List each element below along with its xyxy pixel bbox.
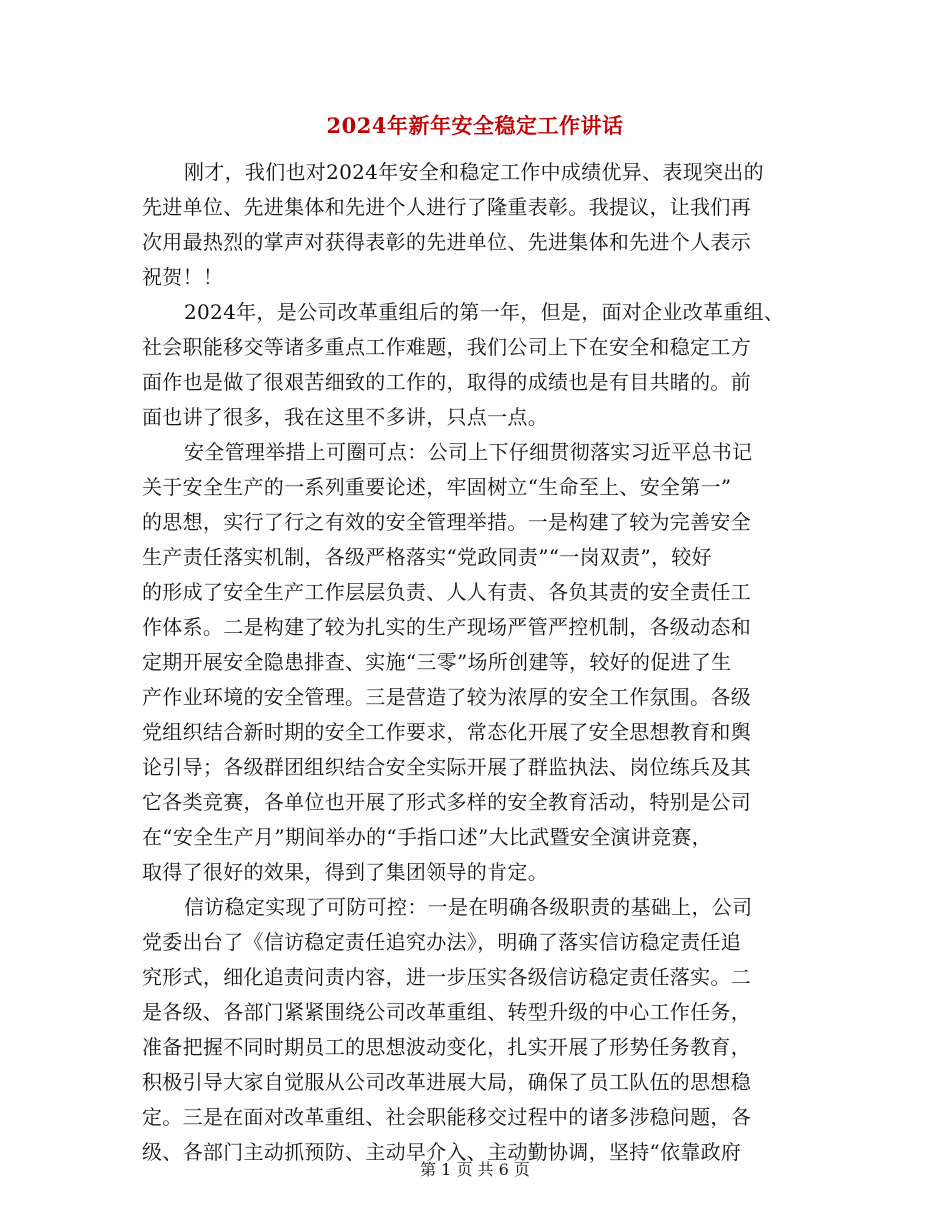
text-line: 定期开展安全隐患排查、实施“三零”场所创建等，较好的促进了生 (142, 650, 732, 674)
paragraph (142, 295, 810, 435)
text-line: 论引导；各级群团组织结合安全实际开展了群监执法、岗位练兵及其 (142, 755, 751, 779)
text-line: 刚才，我们也对2024年安全和稳定工作中成绩优异、表现突出的 (184, 160, 764, 184)
document-title: 2024年新年安全稳定工作讲话 (326, 113, 624, 138)
text-line: 面也讲了很多，我在这里不多讲，只点一点。 (142, 405, 548, 429)
text-line: 取得了很好的效果，得到了集团领导的肯定。 (142, 860, 548, 884)
paragraph (142, 155, 810, 295)
text-line: 关于安全生产的一系列重要论述，牢固树立“生命至上、安全第一” (142, 475, 732, 499)
text-line: 生产责任落实机制，各级严格落实“党政同责”“一岗双责”，较好 (142, 545, 712, 569)
text-line: 党组织结合新时期的安全工作要求，常态化开展了安全思想教育和舆 (142, 720, 751, 744)
paragraph (142, 890, 810, 1170)
text-line: 定。三是在面对改革重组、社会职能移交过程中的诸多涉稳问题，各 (142, 1105, 751, 1129)
text-line: 准备把握不同时期员工的思想波动变化，扎实开展了形势任务教育， (142, 1035, 751, 1059)
text-line: 信访稳定实现了可防可控：一是在明确各级职责的基础上，公司 (184, 895, 753, 919)
text-line: 积极引导大家自觉服从公司改革进展大局，确保了员工队伍的思想稳 (142, 1070, 751, 1094)
text-line: 的形成了安全生产工作层层负责、人人有责、各负其责的安全责任工 (142, 580, 751, 604)
text-line: 面作也是做了很艰苦细致的工作的，取得的成绩也是有目共睹的。前 (142, 370, 751, 394)
text-line: 作体系。二是构建了较为扎实的生产现场严管严控机制，各级动态和 (142, 615, 751, 639)
text-line: 2024年，是公司改革重组后的第一年，但是，面对企业改革重组、 (184, 300, 785, 324)
text-line: 级、各部门主动抓预防、主动早介入、主动勤协调，坚持“依靠政府 (142, 1140, 742, 1164)
text-line: 党委出台了《信访稳定责任追究办法》，明确了落实信访稳定责任追 (142, 930, 741, 954)
text-line: 的思想，实行了行之有效的安全管理举措。一是构建了较为完善安全 (142, 510, 751, 534)
page-number-footer: 第 1 页 共 6 页 (420, 1160, 530, 1179)
paragraph (142, 435, 810, 890)
text-line: 产作业环境的安全管理。三是营造了较为浓厚的安全工作氛围。各级 (142, 685, 751, 709)
text-line: 是各级、各部门紧紧围绕公司改革重组、转型升级的中心工作任务， (142, 1000, 751, 1024)
text-line: 社会职能移交等诸多重点工作难题，我们公司上下在安全和稳定工方 (142, 335, 751, 359)
text-line: 它各类竞赛，各单位也开展了形式多样的安全教育活动，特别是公司 (142, 790, 751, 814)
text-line: 先进单位、先进集体和先进个人进行了隆重表彰。我提议，让我们再 (142, 195, 751, 219)
text-line: 究形式，细化追责问责内容，进一步压实各级信访稳定责任落实。二 (142, 965, 751, 989)
text-line: 在“安全生产月”期间举办的“手指口述”大比武暨安全演讲竞赛， (142, 825, 712, 849)
text-line: 祝贺！！ (142, 265, 224, 289)
text-line: 次用最热烈的掌声对获得表彰的先进单位、先进集体和先进个人表示 (142, 230, 751, 254)
text-line: 安全管理举措上可圈可点：公司上下仔细贯彻落实习近平总书记 (184, 440, 753, 464)
document-body (142, 155, 810, 1170)
